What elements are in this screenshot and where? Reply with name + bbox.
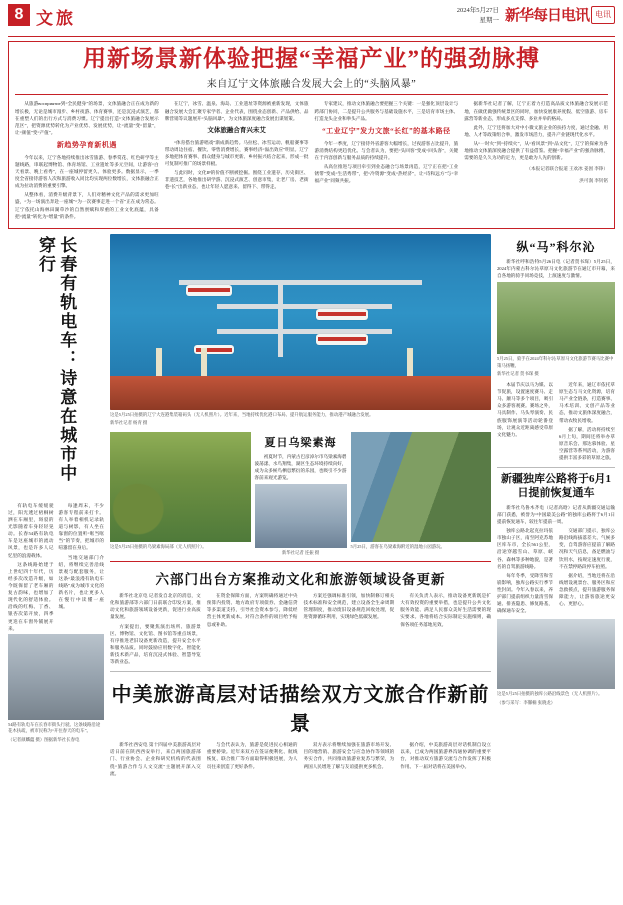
paragraph: 新华社北京电 记者发自北京的消息，文化和旅游部等六部门日前联合印发方案，推动文化和旅游领域设备更新，促进行业高质量发展。: [110, 593, 201, 620]
paragraph: 有关负责人表示，推动设备更新既是扩大有效投资的重要举措，也是提升公共文化服务效能、满足人民群众美好生活需要的现实要求。各地将结合实际制定实施细则，确保各项任务落地见效。: [400, 593, 491, 627]
equipment-column-4: [400, 592, 491, 667]
paragraph: 双方表示将继续加强在旅游市场开发、目的地营销、旅游安全与应急协作等领域的务实合作，共同推动旅游业复苏与繁荣，为两国人民增进了解与友谊提供更多机会。: [303, 742, 395, 769]
paragraph: 新华社西安电 第十四届中美旅游高层对话日前在陕西西安举行，来自两国旅游部门、行业协会、企业和研究机构的代表围绕“旅游合作与人文交流”主题展开深入交流。: [110, 742, 201, 776]
feature-headline: 用新场景新体验把握“幸福产业”的强劲脉搏: [83, 46, 540, 71]
feature-article: [8, 41, 615, 229]
left-rail-headline: 长春有轨电车：诗意在城市中穿行: [36, 235, 77, 483]
harbor-pier: [217, 329, 392, 334]
paragraph: 据介绍，当地还将在沿线增设观景台、服务区和应急救援点，提升旅游服务保障能力，让游客旅途更安心、更舒心。: [559, 572, 615, 607]
left-rail-column-2: [59, 502, 105, 634]
paragraph: 方案还强调标准引领，加快制修订相关技术标准和安全规范，建立设备全生命周期管理制度，推动废旧设备规范回收处理，促进资源循环利用，实现绿色低碳发展。: [303, 593, 395, 620]
horse-race-photo: [497, 282, 615, 354]
harbor-photo-credit: 新华社记者 杨青 摄: [110, 420, 148, 426]
container-ship: [194, 345, 234, 354]
gantry-crane: [156, 348, 162, 376]
harbor-quay: [110, 376, 491, 410]
feature-subhead: 文体旅融合育兴未艾: [207, 126, 266, 134]
gantry-crane: [201, 348, 207, 376]
paragraph: 新华社乌鲁木齐电（记者高晗）记者从新疆交通运输部门获悉，被誉为“中国最美公路”的独库公路将于6月1日提前恢复通车，较往年提前一周。: [497, 504, 615, 524]
horse-column-1: [497, 381, 553, 463]
paper-logo-mark: 电讯: [591, 6, 615, 24]
equipment-story-columns: [110, 592, 491, 667]
paragraph: 与此同时，文化IP的价值不断被挖掘。围绕工业遗存、历史街区、非遗技艺，各地推出研学游、沉浸式演艺、创意市集，让老厂房、老街巷“长”出新业态，也让年轻人愿意来、留得下、带得走。: [164, 170, 309, 190]
paragraph: 专家建议，推动文体旅融合要把握三个关键：一是强化顶层设计与跨部门协同，二是提升公共服务与基础设施水平，三是培育市场主体、打造龙头企业和拳头产品。: [314, 101, 459, 121]
road-story-lead: [497, 504, 615, 525]
paper-logo: [505, 4, 615, 25]
wetland-photo-left-wrap: [110, 432, 251, 557]
paragraph: 有轨电车缓缓驶过，阳光透过梧桐树洒在车厢里，斑驳的光影随着车身轻轻晃动。长春54路有轨电车是这座城市的流动风景，也是许多人记忆里的浪漫载体。: [8, 502, 54, 558]
road-story-columns: [497, 527, 615, 616]
center-divider-2: [110, 671, 491, 672]
right-rail-divider: [497, 467, 615, 468]
harbor-photo-caption: 这是5月25日拍摄的辽宁大连港集装箱码头（无人机照片）。近年来，当地持续优化港口布局、提升航运服务能力，推动港产城融合发展。: [110, 411, 374, 417]
harbor-photo: [110, 234, 491, 410]
paragraph: 今年以来，辽宁各地持续推出冰雪旅游、春季赏花、红色研学等主题线路，串联起博物馆、体育场馆、工业遗址等多元空间，让游客“白天看景、晚上看秀”，在一座城停留更久、体验更多。数据显示，一季度全省接待游客人次和旅游收入同比均实现两位数增长，文体旅融合正成为拉动消费的重要引擎。: [15, 154, 159, 189]
wetland-text: [255, 453, 347, 481]
weekday-text: 星期一: [479, 16, 499, 24]
harbor-pier: [278, 280, 283, 357]
gantry-crane: [407, 348, 413, 376]
bottom-column-1: [110, 741, 201, 779]
paragraph: 今年一季度，辽宁接待外省游客大幅增长，过夜游客占比提升，旅游消费结构更趋优化。与会者认为，要把“头回客”变成“回头客”，关键在于内容创新与服务品质的持续提升。: [314, 140, 459, 160]
road-column-2: [559, 527, 615, 616]
container-ship: [186, 285, 232, 296]
road-column-1: [497, 527, 553, 616]
bottom-column-3: [304, 741, 395, 779]
tram-photo-caption: 54路有轨电车在长春市街头行驶。这条线路沿途花木扶疏，被市民称为“开往春天的电车”。: [8, 721, 101, 734]
highway-photo-credit: （参与采写：李馨楠 张晓龙）: [497, 700, 556, 706]
feature-column-4: [464, 100, 608, 221]
wetland-photo-row: [110, 432, 491, 557]
center-column: [110, 234, 491, 779]
wetland-photo-right-wrap: [351, 432, 492, 557]
feature-header: [15, 46, 608, 90]
paragraph: 据了解，活动将持续至6月上旬，期间还将举办草原音乐会、那达慕体验、星空露营等系列活动，为游客提供丰富多彩的草原之旅。: [559, 426, 615, 461]
tram-photo-credit: （记者颜麟蕴 摄）图据新华社长春电: [8, 737, 80, 742]
feature-column-3: [315, 100, 459, 221]
masthead-date: [457, 4, 499, 26]
wetland-photo-small: [255, 484, 347, 548]
paper-name: 新华每日电讯: [504, 8, 589, 24]
harbor-pier: [217, 304, 392, 309]
bottom-story-title: 中美旅游高层对话描绘双方文旅合作新前景: [111, 684, 490, 736]
paragraph: 近年来，通辽市依托草原生态与马文化资源，培育马产业全链条，打造赛事、马术培训、文创产品等业态，推动文旅体深度融合，带动农牧民增收。: [559, 381, 615, 423]
paragraph: 方案提出，要聚焦演出场所、旅游景区、博物馆、文化馆、图书馆等重点场景，有序推进老旧设备更新改造，提升安全水平和服务品质。同时鼓励应用数字化、智能化新技术新产品，培育沉浸式体验、智慧导览等新业态。: [110, 623, 201, 665]
wetland-caption-right: 5月25日，游客在乌梁素海附近的湿地公园游玩。: [350, 544, 445, 550]
left-rail: [8, 234, 104, 779]
paragraph: 从整体看，消费升级背景下，人们对精神文化产品的需求更加旺盛，“为一场演出奔赴一座城”“为一次赛事走进一个省”正在成为常态。辽宁依托山海林田湖草沙的自然禀赋和厚重的工业文化底蕴，具备把“流量”转化为“增量”的条件。: [15, 192, 159, 219]
paragraph: 每逢周末，不少游客专程前来打卡。有人举着相机记录轨道与树影，有人坐在靠窗的位置听“哐当哐当”的节奏，把城市的喧嚣留在身后。: [58, 502, 104, 551]
horse-photo-credit: 新华社记者 贺书琛 摄: [497, 371, 539, 377]
paragraph: 据新华社记者了解，辽宁正着力打造高品质文体旅融合发展示范地，在做优做强传统景区的同时，加快发展康养度假、低空旅游、房车露营等新业态，形成多点支撑、多业并举的格局。: [464, 101, 608, 121]
paragraph: 新华社呼和浩特5月26日电（记者贺书琛）5月25日，2024年内蒙古科尔沁草原马文化旅游节在通辽市开幕，来自各地的骑手同场竞技，上演速度与激情。: [497, 258, 615, 279]
tram-photo: [8, 634, 104, 720]
container-ship: [316, 309, 368, 320]
bottom-story-columns: [110, 741, 491, 779]
paragraph: 初夏时节，内蒙古巴彦淖尔市乌梁素海碧波荡漾、水鸟翔集，湖区生态环境持续向好，成为众多候鸟栖息繁衍的乐园，也吸引不少游客前来观光游览。: [254, 454, 347, 481]
left-rail-column-1: [8, 502, 54, 634]
road-story-title: 新疆独库公路将于6月1日提前恢复通车: [501, 473, 611, 500]
horse-photo-caption: 5月25日，骑手在2024年科尔沁草原马文化旅游节赛马比赛中策马扬鞭。: [497, 356, 614, 368]
feature-subhead: “工业辽宁”发力文旅“长红”的基本路径: [322, 126, 451, 135]
paragraph: 与会代表认为，旅游是促进民心相通的重要桥梁。近年来双方在签证便利化、航线恢复、联合推广等方面取得积极进展，为人员往来创造了更好条件。: [206, 742, 298, 769]
bottom-column-2: [207, 741, 298, 779]
horse-story-title: 纵“马”科尔沁: [516, 239, 596, 254]
paragraph: 本届节庆以马为媒、以节促旅，设置速度赛马、走马、颠马等多个项目，吸引众多游客观赛。赛场之外，马具制作、马头琴演奏、民族服饰展演等活动轮番登场，让观众近距离感受草原文化魅力。: [497, 381, 553, 437]
container-ship: [316, 334, 368, 345]
page-body: [8, 234, 615, 779]
equipment-column-2: [207, 592, 298, 667]
paragraph: 交通部门提示，独库公路沿线海拔落差大、气候多变，自驾游客应提前了解路况和天气信息，备足燃油与饮用水，按规定速度行驶，不在禁停路段停车拍照。: [559, 528, 615, 569]
wetland-photo-right: [351, 432, 492, 542]
equipment-story-title: 六部门出台方案推动文化和旅游领域设备更新: [155, 572, 446, 588]
feature-columns: [15, 100, 608, 221]
wetland-caption-left: 这是5月25日拍摄的乌梁素海局部（无人机照片）。: [110, 544, 207, 550]
paragraph: 从旅游восприятие到“全民健身”的场景，文体旅融合正在成为新的增长极，无论是城市漫步、乡村夜游、体育赛事，还是沉浸式演艺，都在重塑人们的出行方式与消费习惯。辽宁提出打造“文体旅融合发展示范区”，把资源优势转化为产业优势、发展优势，让“流量”变“留量”，让“颜值”变“产值”。: [15, 101, 159, 135]
left-rail-columns: [8, 502, 104, 634]
feature-column-1: [15, 100, 159, 221]
horse-column-2: [559, 381, 615, 463]
date-text: 2024年5月27日: [456, 7, 499, 14]
paragraph: 这条线路始建于上世纪四十年代，历经多次改造升级，如今既保留了老车厢的复古韵味，也增加了现代化的舒适体验。沿线的红梅、丁香、银杏次第开放，四季更迭在车窗外铺展开来。: [8, 561, 54, 631]
horse-story-columns: [497, 381, 615, 463]
feature-divider: [15, 94, 608, 95]
horse-story-lead: [497, 258, 615, 279]
paragraph: 每年冬季，受降雪和雪崩影响，独库公路实行季节性封闭。今年入春以来，养护部门提前组织力量清雪保通、排查隐患、修复路基，确保通车安全。: [497, 572, 553, 614]
right-rail: [497, 234, 615, 779]
paragraph: 此外，辽宁还将加大对中小微文旅企业的扶持力度，通过金融、用地、人才等政策组合拳，激发市场活力，提升产业链现代化水平。: [464, 124, 608, 137]
paragraph: 当地交通部门介绍，将继续完善沿线景观与配套服务，让这条“最浪漫有轨电车线路”成为城市文化的新名片，也让更多人在慢行中读懂一座城。: [58, 554, 104, 610]
paragraph: 从“一时火”到“持续火”，从“看风景”到“品文化”，辽宁的探索为各地推动文体旅深度融合提供了有益借鉴。把握“幸福产业”的强劲脉搏，需要的是久久为功的定力，更是敢为人先的创新。: [464, 140, 608, 161]
wetland-title: 夏日乌梁素海: [264, 437, 337, 450]
masthead: [8, 0, 615, 37]
bottom-column-4: [400, 741, 491, 779]
paragraph: 从高位推进与项目牵引到业态融合与场景再造，辽宁正在把“工业锈带”变成“生活秀带”，把“冷资源”变成“热经济”，让“诗和远方”与“幸福产业”同频共振。: [314, 163, 459, 184]
paragraph: “体育搭台旅游唱戏”渐成新趋势。马拉松、冰雪运动、帆船赛事等带动周边住宿、餐饮、零售消费增长，赛事经济“溢出效应”明显。辽宁多地把体育赛事、群众健身与城市更新、乡村振兴结合起来，形成一批可复制可推广的场景样板。: [164, 139, 309, 167]
center-divider: [110, 561, 491, 562]
feature-column-2: [165, 100, 309, 221]
equipment-column-1: [110, 592, 201, 667]
feature-byline-1: （本报记者联合报道 王欢冰 姜囡 李铮）: [526, 166, 608, 172]
paragraph: 在辽宁，冰雪、温泉、海岛、工业遗址等资源被重新发现，文体旅融合发展大会汇聚专家学者、企业代表，围绕业态创新、产品供给、品牌营销等议题展开“头脑风暴”，为文体旅深度融合发展出谋划策。: [164, 101, 309, 121]
highway-photo: [497, 619, 615, 689]
highway-photo-caption: 这是5月25日拍摄的独库公路沿线景色（无人机照片）。: [497, 691, 603, 697]
paragraph: 据介绍，中美旅游高层对话机制自设立以来，已成为两国旅游界沟通协调的重要平台，对推动双方旅游交流与合作发挥了积极作用。下一届对话将在美国举办。: [400, 742, 491, 769]
page-number: 8: [8, 4, 30, 26]
wetland-text-block: [255, 432, 347, 557]
feature-subheadline: 来自辽宁文体旅融合发展大会上的“头脑风暴”: [206, 79, 417, 91]
harbor-pier: [179, 280, 423, 285]
equipment-column-3: [304, 592, 395, 667]
feature-byline-2: 洪可润 李钊铭: [579, 177, 608, 183]
paragraph: 独库公路北起克拉玛依市独山子区，南至阿克苏地区库车市，全长561公里，沿途穿越雪山、草原、峡谷、森林等多种地貌，是著名的自驾旅游线路。: [497, 528, 553, 569]
feature-subhead: 新趋势孕育新机遇: [56, 140, 117, 149]
wetland-credit: 新华社记者 连振 摄: [281, 550, 320, 556]
wetland-photo-left: [110, 432, 251, 542]
paragraph: 在资金保障方面，方案明确将通过中央预算内投资、地方政府专项债券、金融信贷等多渠道支持，引导社会资本参与，降低经营主体更新成本。对符合条件的项目给予贴息或补助。: [206, 593, 298, 627]
section-title: 文旅: [36, 9, 76, 28]
